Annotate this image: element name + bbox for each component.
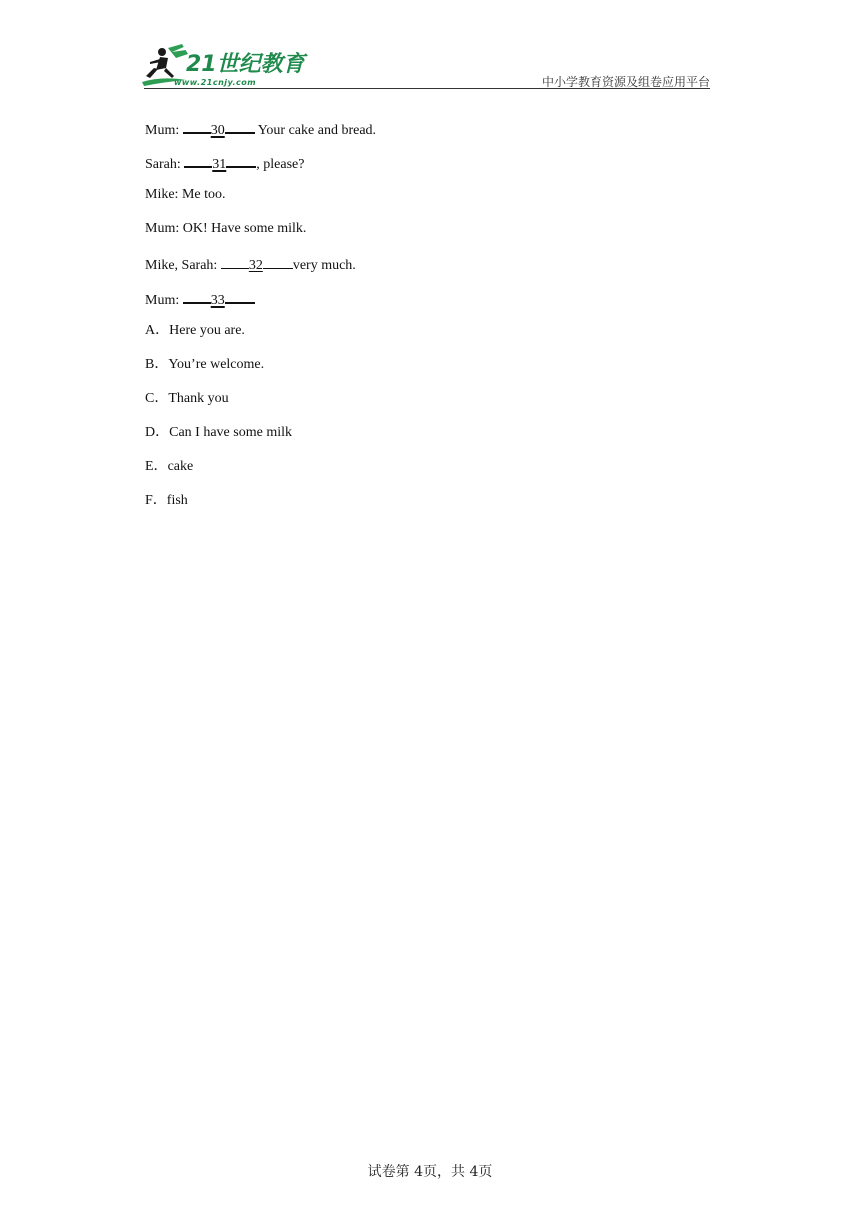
speaker-label: Sarah: bbox=[145, 157, 181, 172]
dialogue-text: Me too. bbox=[181, 187, 226, 202]
dialogue-line bbox=[145, 254, 705, 288]
dialogue-text: Your cake and bread. bbox=[254, 123, 377, 138]
option-letter: C． bbox=[145, 391, 169, 406]
speaker-label: Mum: bbox=[145, 293, 180, 308]
option-text: cake bbox=[167, 459, 194, 474]
option-text: fish bbox=[166, 493, 188, 508]
dialogue-line bbox=[145, 118, 705, 152]
dialogue-line bbox=[145, 288, 705, 322]
page-footer: 试卷第 4页，共 4页 bbox=[367, 1164, 493, 1180]
option-letter: D． bbox=[145, 425, 170, 440]
speaker-label: Mike: bbox=[145, 187, 179, 202]
option-item[interactable] bbox=[145, 458, 705, 492]
speaker-label: Mike, Sarah: bbox=[145, 258, 218, 273]
option-letter: E． bbox=[145, 459, 168, 474]
speaker-label: Mum: bbox=[145, 123, 180, 138]
header-divider bbox=[144, 88, 710, 89]
blank-number[interactable]: 33 bbox=[210, 293, 225, 308]
option-item[interactable] bbox=[145, 390, 705, 424]
blank-right-underline bbox=[263, 254, 293, 269]
dialogue-text: very much. bbox=[292, 258, 356, 273]
blank-right-underline bbox=[226, 152, 256, 168]
option-item[interactable] bbox=[145, 424, 705, 458]
option-text: You’re welcome. bbox=[168, 357, 265, 372]
dialogue-text: , please? bbox=[256, 157, 305, 172]
option-letter: F． bbox=[145, 493, 167, 508]
blank-right-underline bbox=[225, 118, 255, 134]
option-text: Here you are. bbox=[169, 323, 245, 338]
option-letter: B． bbox=[145, 357, 169, 372]
option-text: Thank you bbox=[168, 391, 229, 406]
blank-right-underline bbox=[225, 288, 255, 304]
option-item[interactable] bbox=[145, 356, 705, 390]
blank-number[interactable]: 31 bbox=[212, 157, 227, 172]
exercise-content bbox=[145, 118, 705, 526]
option-item[interactable] bbox=[145, 322, 705, 356]
dialogue-line bbox=[145, 220, 705, 254]
blank-left-underline bbox=[221, 254, 249, 269]
blank-left-underline bbox=[183, 288, 211, 304]
blank-left-underline bbox=[184, 152, 212, 168]
dialogue-text: OK! Have some milk. bbox=[182, 221, 307, 236]
dialogue-line bbox=[145, 152, 705, 186]
logo-url: www.21cnjy.com bbox=[174, 78, 257, 87]
option-text: Can I have some milk bbox=[169, 425, 292, 440]
option-item[interactable] bbox=[145, 492, 705, 526]
blank-left-underline bbox=[183, 118, 211, 134]
speaker-label: Mum: bbox=[145, 221, 180, 236]
dialogue-line bbox=[145, 186, 705, 220]
site-logo[interactable] bbox=[140, 42, 310, 88]
blank-number[interactable]: 32 bbox=[248, 258, 263, 273]
blank-number[interactable]: 30 bbox=[210, 123, 225, 138]
logo-text: 21世纪教育 bbox=[186, 52, 305, 77]
option-letter: A． bbox=[145, 323, 170, 338]
page-header bbox=[140, 40, 710, 90]
platform-name: 中小学教育资源及组卷应用平台 bbox=[541, 75, 710, 89]
